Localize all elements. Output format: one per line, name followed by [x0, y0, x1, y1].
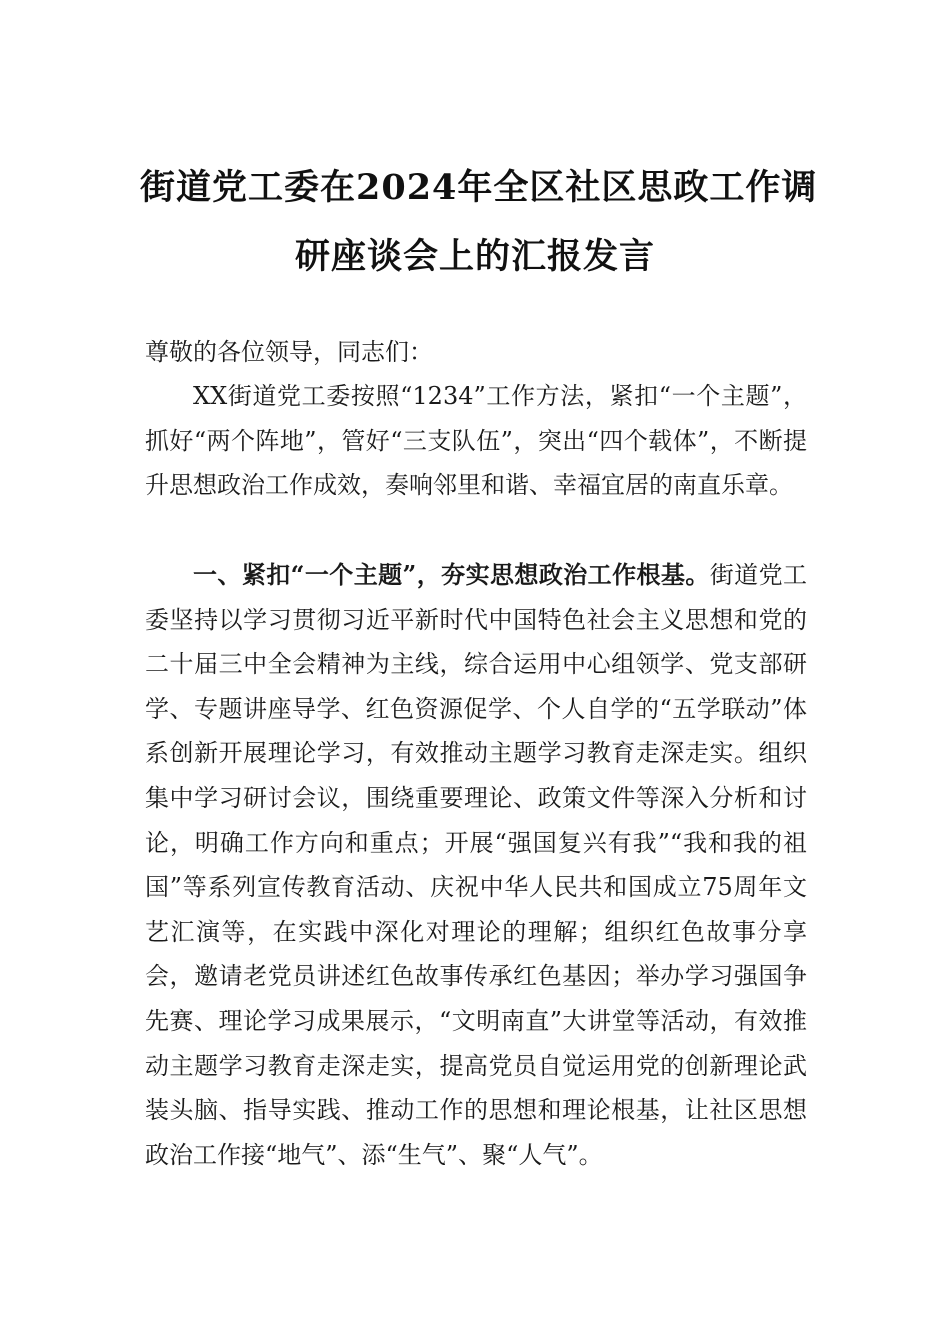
- salutation: 尊敬的各位领导，同志们：: [145, 338, 433, 366]
- section-one-heading: 一、紧扣“一个主题”，夯实思想政治工作根基。: [193, 560, 710, 589]
- intro-paragraph: [145, 374, 807, 508]
- intro-paragraph-text: XX街道党工委按照“1234”工作方法，紧扣“一个主题”，抓好“两个阵地”，管好“三支队伍”，突出“四个载体”，不断提升思想政治工作成效，奏响邻里和谐、幸福宜居的南直乐章。: [145, 382, 807, 500]
- section-one-text: 街道党工委坚持以学习贯彻习近平新时代中国特色社会主义思想和党的二十届三中全会精神为主线，综合运用中心组领学、党支部研学、专题讲座导学、红色资源促学、个人自学的“五学联动”体系创新开展理论学习，有效推动主题学习教育走深走实。组织集中学习研讨会议，围绕重要理论、政策文件等深入分析和讨论，明确工作方向和重点；开展“强国复兴有我”“我和我的祖国”等系列宣传教育活动、庆祝中华人民共和国成立75周年文艺汇演等，在实践中深化对理论的理解；组织红色故事分享会，邀请老党员讲述红色故事传承红色基因；举办学习强国争先赛、理论学习成果展示，“文明南直”大讲堂等活动，有效推动主题学习教育走深走实，提高党员自觉运用党的创新理论武装头脑、指导实践、推动工作的思想和理论根基，让社区思想政治工作接“地气”、添“生气”、聚“人气”。: [145, 561, 808, 1169]
- document-title-line-1: 街道党工委在2024年全区社区思政工作调: [140, 167, 818, 208]
- section-one-paragraph: [145, 553, 807, 1177]
- document-title-line-2: 研座谈会上的汇报发言: [294, 236, 655, 277]
